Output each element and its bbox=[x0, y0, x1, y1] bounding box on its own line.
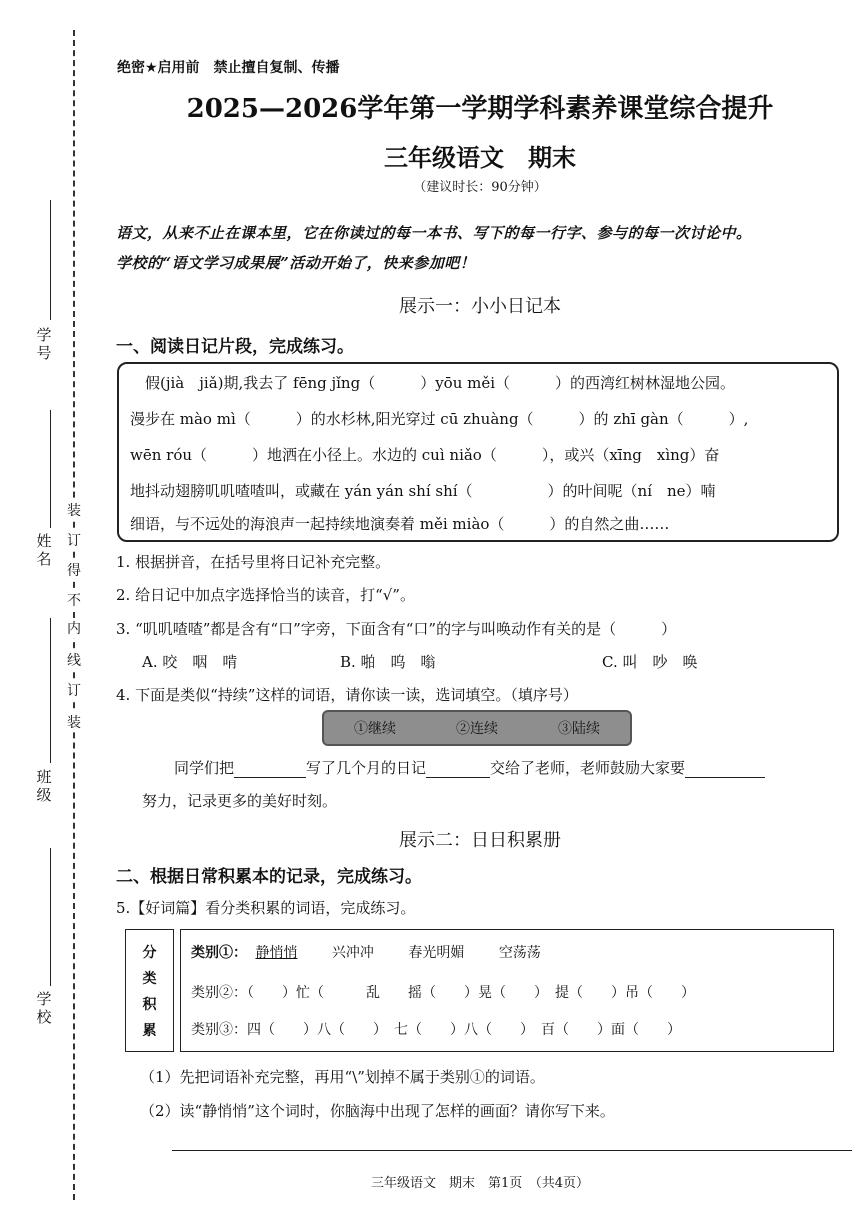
category-1-row bbox=[191, 942, 541, 962]
category-char: 积 bbox=[142, 997, 157, 1013]
duration-note: （建议时长：90分钟） bbox=[413, 180, 547, 195]
word-option: ③陆续 bbox=[558, 721, 600, 737]
category-1-word: 静悄悄 bbox=[255, 945, 298, 961]
intro-line-1: 语文，从来不止在课本里，它在你读过的每一本书、写下的每一行字、参与的每一次讨论中。 bbox=[116, 224, 752, 242]
class-label: 班级 bbox=[36, 768, 52, 804]
intro-line-2: 学校的“语文学习成果展”活动开始了，快来参加吧！ bbox=[116, 254, 476, 272]
display-1-title: 展示一：小小日记本 bbox=[399, 296, 561, 317]
word-choice-banner bbox=[322, 710, 632, 746]
seal-char: 不 bbox=[64, 590, 84, 610]
seal-char: 装 bbox=[64, 712, 84, 732]
answer-blank[interactable] bbox=[685, 759, 765, 778]
diary-line: 假(jià jiǎ)期,我去了 fēng jǐng（ ）yōu měi（ ）的西湾红树林湿地公园。 bbox=[130, 374, 736, 392]
seal-char: 装 bbox=[64, 500, 84, 520]
word-option: ①继续 bbox=[354, 721, 396, 737]
section-2-heading: 二、根据日常积累本的记录，完成练习。 bbox=[116, 867, 422, 887]
name-label: 姓名 bbox=[36, 532, 52, 568]
question-3: 3. “叽叽喳喳”都是含有“口”字旁，下面含有“口”的字与叫唤动作有关的是（ ） bbox=[116, 620, 677, 638]
student-no-line bbox=[50, 200, 51, 320]
seal-char: 订 bbox=[64, 530, 84, 550]
word-option: ②连续 bbox=[456, 721, 498, 737]
answer-blank[interactable] bbox=[426, 759, 490, 778]
answer-line[interactable] bbox=[172, 1150, 852, 1151]
sub-question-1: （1）先把词语补充完整，再用“\”划掉不属于类别①的词语。 bbox=[140, 1068, 545, 1086]
seal-char: 得 bbox=[64, 560, 84, 580]
option-c: C. 叫 吵 唤 bbox=[602, 653, 698, 671]
category-char: 累 bbox=[142, 1023, 157, 1039]
diary-line: 地抖动翅膀叽叽喳喳叫，或藏在 yán yán shí shí（ ）的叶间呢（ní ne）喃 bbox=[130, 482, 716, 500]
question-1: 1. 根据拼音，在括号里将日记补充完整。 bbox=[116, 553, 391, 571]
category-label-box bbox=[125, 929, 174, 1052]
cut-line bbox=[73, 30, 75, 1200]
option-a: A. 咬 咽 啃 bbox=[142, 653, 238, 671]
category-1-word: 春光明媚 bbox=[408, 945, 465, 961]
seal-char: 线 bbox=[64, 650, 84, 670]
category-1-word: 兴冲冲 bbox=[331, 945, 374, 961]
option-b: B. 啪 呜 嗡 bbox=[340, 653, 436, 671]
answer-blank[interactable] bbox=[234, 759, 306, 778]
seal-char: 订 bbox=[64, 680, 84, 700]
sentence-part: 写了几个月的日记 bbox=[306, 759, 427, 777]
school-line bbox=[50, 848, 51, 986]
category-1-label: 类别①： bbox=[191, 945, 247, 961]
sentence-part: 交给了老师，老师鼓励大家要 bbox=[490, 759, 686, 777]
confidential-note: 绝密★启用前 禁止擅自复制、传播 bbox=[117, 60, 340, 76]
school-label: 学校 bbox=[36, 990, 52, 1026]
display-2-title: 展示二：日日积累册 bbox=[399, 830, 561, 851]
fill-sentence-end: 努力，记录更多的美好时刻。 bbox=[142, 792, 338, 810]
exam-subtitle: 三年级语文 期末 bbox=[384, 143, 576, 172]
question-4: 4. 下面是类似“持续”这样的词语，请你读一读，选词填空。（填序号） bbox=[116, 686, 578, 704]
name-line bbox=[50, 410, 51, 528]
page-footer: 三年级语文 期末 第1页 （共4页） bbox=[370, 1176, 590, 1191]
category-char: 分 bbox=[142, 945, 157, 961]
seal-char: 内 bbox=[64, 618, 84, 638]
class-line bbox=[50, 618, 51, 763]
diary-line: 细语，与不远处的海浪声一起持续地演奏着 měi miào（ ）的自然之曲…… bbox=[130, 515, 670, 533]
question-2: 2. 给日记中加点字选择恰当的读音，打“√”。 bbox=[116, 586, 415, 604]
category-2-row: 类别②：（ ）忙（ 乱 摇（ ）晃（ ） 提（ ）吊（ ） bbox=[191, 985, 695, 1001]
category-1-word: 空荡荡 bbox=[498, 945, 541, 961]
question-5: 5.【好词篇】看分类积累的词语，完成练习。 bbox=[116, 899, 416, 917]
diary-line: 漫步在 mào mì（ ）的水杉林,阳光穿过 cū zhuàng（ ）的 zhī gàn（ ）, bbox=[130, 410, 749, 428]
exam-title: 2025—2026学年第一学期学科素养课堂综合提升 bbox=[186, 94, 774, 124]
category-3-row: 类别③：四（ ）八（ ） 七（ ）八（ ） 百（ ）面（ ） bbox=[191, 1022, 681, 1038]
sub-question-2: （2）读“静悄悄”这个词时，你脑海中出现了怎样的画面？请你写下来。 bbox=[140, 1102, 615, 1120]
section-1-heading: 一、阅读日记片段，完成练习。 bbox=[116, 337, 354, 357]
category-char: 类 bbox=[142, 971, 157, 987]
student-no-label: 学号 bbox=[36, 326, 52, 362]
diary-line: wēn róu（ ）地洒在小径上。水边的 cuì niǎo（ ），或兴（xīng xìng）奋 bbox=[130, 446, 720, 464]
fill-sentence bbox=[174, 757, 765, 778]
sentence-part: 同学们把 bbox=[174, 759, 235, 777]
